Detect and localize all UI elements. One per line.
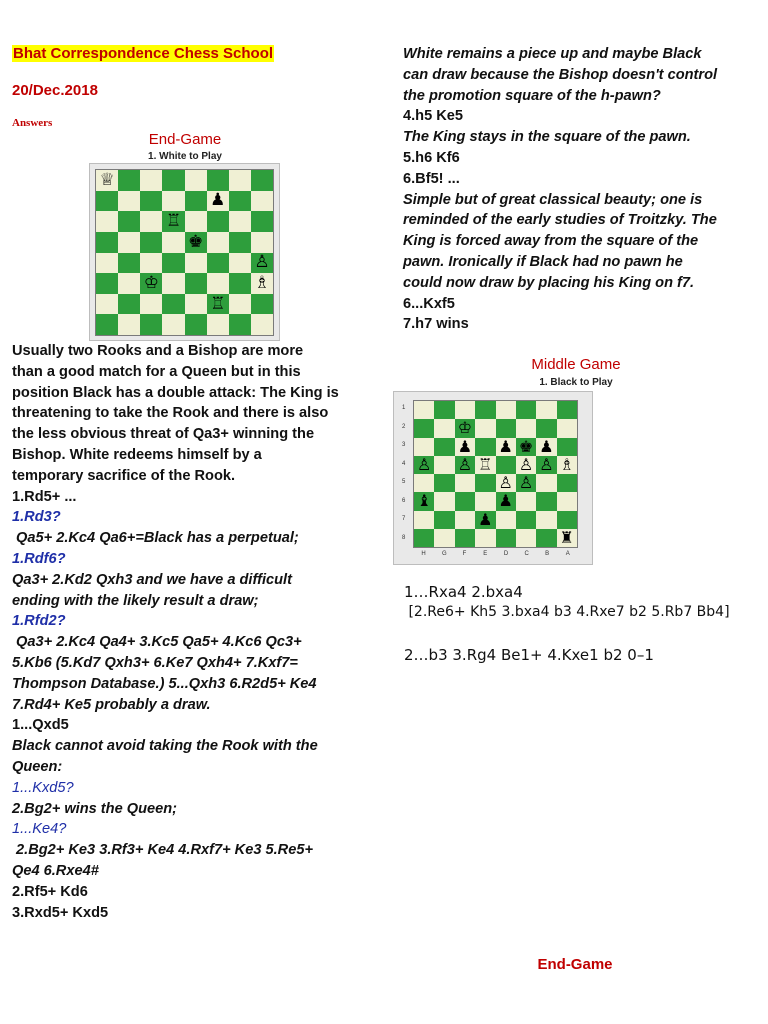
white-bishop-icon: ♗: [254, 273, 270, 293]
board-square: [516, 492, 536, 510]
board-square: [496, 438, 516, 456]
board-square: [207, 253, 229, 274]
board-square: [434, 474, 454, 492]
board-square: [475, 511, 495, 529]
board-square: [536, 474, 556, 492]
white-rook-icon: ♖: [478, 455, 493, 474]
white-pawn-icon: ♙: [518, 474, 534, 493]
board-square: [118, 314, 140, 335]
text-line: than a good match for a Queen but in this: [12, 363, 301, 380]
board-square: [185, 170, 207, 191]
chessboard-1: [89, 163, 280, 341]
rank-label: 6: [402, 497, 406, 504]
text-line: 1.Rdf6?: [12, 550, 66, 567]
board-square: [414, 456, 434, 474]
board-square: [96, 211, 118, 232]
board-square: [251, 170, 273, 191]
black-pawn-icon: ♟: [498, 437, 513, 456]
board-square: [536, 511, 556, 529]
board-square: [516, 401, 536, 419]
board-square: [557, 529, 577, 547]
board-square: [251, 232, 273, 253]
board-square: [557, 401, 577, 419]
white-pawn-icon: ♙: [539, 455, 554, 474]
text-line: temporary sacrifice of the Rook.: [12, 467, 236, 484]
board-square: [118, 232, 140, 253]
board-square: [229, 191, 251, 212]
board-square: [162, 170, 184, 191]
board-square: [251, 191, 273, 212]
board-square: [118, 191, 140, 212]
board-square: [536, 419, 556, 437]
file-label: B: [545, 551, 550, 557]
board-square: [536, 438, 556, 456]
board-square: [455, 511, 475, 529]
board-square: [185, 314, 207, 335]
white-rook-icon: ♖: [210, 293, 226, 314]
board-square: [162, 273, 184, 294]
board-square: [536, 456, 556, 474]
board-square: [229, 170, 251, 191]
board-square: [475, 474, 495, 492]
text-line: 6.Bf5! ...: [403, 170, 460, 187]
board-square: [162, 232, 184, 253]
board-square: [96, 253, 118, 274]
text-line: Simple but of great classical beauty; one is: [403, 191, 703, 208]
black-pawn-icon: ♟: [457, 437, 473, 456]
board-square: [229, 232, 251, 253]
white-king-icon: ♔: [457, 419, 473, 438]
date: 20/Dec.2018: [12, 82, 98, 99]
board-square: [185, 191, 207, 212]
board-square: [455, 438, 475, 456]
board-square: [162, 294, 184, 315]
text-line: 5.h6 Kf6: [403, 149, 460, 166]
board-square: [96, 232, 118, 253]
board-square: [536, 401, 556, 419]
board-square: [496, 474, 516, 492]
board-square: [434, 401, 454, 419]
file-label: H: [421, 551, 426, 557]
board-square: [455, 492, 475, 510]
board-square: [496, 511, 516, 529]
board-square: [251, 314, 273, 335]
board-square: [207, 211, 229, 232]
text-line: Thompson Database.) 5...Qxh3 6.R2d5+ Ke4: [12, 675, 317, 692]
board-square: [536, 492, 556, 510]
board-square: [251, 273, 273, 294]
board-square: [496, 456, 516, 474]
text-line: 6...Kxf5: [403, 295, 455, 312]
board-square: [414, 529, 434, 547]
board-square: [434, 438, 454, 456]
board-square: [557, 456, 577, 474]
board-square: [140, 191, 162, 212]
text-line: 5.Kb6 (5.Kd7 Qxh3+ 6.Ke7 Qxh4+ 7.Kxf7=: [12, 654, 298, 671]
board-square: [96, 273, 118, 294]
text-line: 1.Rd5+ ...: [12, 488, 77, 505]
board-square: [475, 529, 495, 547]
left-column-text: [12, 341, 372, 923]
board-square: [557, 419, 577, 437]
board-square: [162, 314, 184, 335]
board-square: [475, 456, 495, 474]
board-square: [475, 401, 495, 419]
board-square: [557, 438, 577, 456]
board-square: [229, 211, 251, 232]
board-square: [251, 211, 273, 232]
board-square: [434, 511, 454, 529]
board-square: [207, 294, 229, 315]
rank-label: 2: [402, 423, 406, 430]
board-square: [496, 401, 516, 419]
text-line: Queen:: [12, 758, 63, 775]
board-square: [162, 211, 184, 232]
text-line: the less obvious threat of Qa3+ winning the: [12, 426, 315, 443]
board-square: [162, 191, 184, 212]
school-title: Bhat Correspondence Chess School: [13, 45, 274, 62]
text-line: reminded of the early studies of Troitzky. The: [403, 212, 717, 229]
board-square: [140, 273, 162, 294]
board-square: [557, 511, 577, 529]
white-queen-icon: ♕: [99, 170, 115, 190]
board-square: [496, 492, 516, 510]
rank-label: 8: [402, 534, 406, 541]
board-square: [207, 273, 229, 294]
board-square: [414, 474, 434, 492]
white-pawn-icon: ♙: [518, 455, 534, 474]
file-label: E: [483, 551, 488, 557]
text-line: 1...Qxd5: [12, 717, 69, 734]
solution-line-2: [2.Re6+ Kh5 3.bxa4 b3 4.Rxe7 b2 5.Rb7 Bb4]: [404, 604, 730, 620]
board-square: [434, 456, 454, 474]
board-square: [414, 419, 434, 437]
board-square: [207, 191, 229, 212]
board-square: [434, 419, 454, 437]
board-square: [229, 253, 251, 274]
board-2-grid: [413, 400, 578, 548]
black-king-icon: ♚: [518, 437, 534, 456]
file-label: D: [503, 551, 509, 557]
board-square: [118, 273, 140, 294]
board-square: [475, 492, 495, 510]
solution-line-1: 1…Rxa4 2.bxa4: [404, 583, 523, 601]
board-square: [207, 314, 229, 335]
board-square: [475, 419, 495, 437]
solution-line-3: 2…b3 3.Rg4 Be1+ 4.Kxe1 b2 0–1: [404, 646, 654, 664]
text-line: 1.Rd3?: [12, 509, 61, 526]
board-square: [251, 294, 273, 315]
text-line: 1.Rfd2?: [12, 613, 66, 630]
board-square: [207, 170, 229, 191]
white-bishop-icon: ♗: [559, 455, 574, 474]
board-square: [118, 170, 140, 191]
black-pawn-icon: ♟: [498, 492, 513, 511]
board-square: [162, 253, 184, 274]
text-line: pawn. Ironically if Black had no pawn he: [403, 253, 683, 270]
text-line: Usually two Rooks and a Bishop are more: [12, 343, 304, 359]
text-line: Bishop. White redeems himself by a: [12, 446, 262, 463]
text-line: Qe4 6.Rxe4#: [12, 862, 99, 879]
text-line: 7.h7 wins: [403, 316, 469, 333]
board-square: [207, 232, 229, 253]
board-square: [185, 211, 207, 232]
rank-label: 4: [402, 460, 406, 467]
text-line: 7.Rd4+ Ke5 probably a draw.: [12, 696, 211, 713]
rank-label: 7: [402, 516, 406, 523]
board-square: [185, 294, 207, 315]
board-square: [414, 438, 434, 456]
board-square: [140, 253, 162, 274]
board-square: [140, 294, 162, 315]
board-square: [475, 438, 495, 456]
text-line: threatening to take the Rook and there is also: [12, 405, 329, 422]
rank-label: 5: [402, 479, 406, 486]
rank-label: 1: [402, 405, 406, 412]
endgame-title-2: End-Game: [537, 956, 613, 973]
white-pawn-icon: ♙: [417, 455, 432, 474]
board-square: [516, 456, 536, 474]
endgame-title: End-Game: [148, 131, 222, 148]
board-square: [496, 419, 516, 437]
text-line: Black cannot avoid taking the Rook with the: [12, 738, 318, 755]
text-line: King is forced away from the square of the: [403, 233, 699, 250]
board-square: [140, 314, 162, 335]
board-square: [251, 253, 273, 274]
board1-caption: 1. White to Play: [148, 151, 222, 162]
text-line: Qa3+ 2.Kc4 Qa4+ 3.Kc5 Qa5+ 4.Kc6 Qc3+: [12, 634, 302, 651]
board-square: [455, 456, 475, 474]
text-line: Qa5+ 2.Kc4 Qa6+=Black has a perpetual;: [12, 530, 299, 547]
board2-caption: 1. Black to Play: [539, 377, 613, 388]
black-bishop-icon: ♝: [417, 492, 432, 511]
file-label: G: [441, 551, 447, 557]
text-line: 2.Bg2+ Ke3 3.Rf3+ Ke4 4.Rxf7+ Ke3 5.Re5+: [12, 842, 313, 859]
board-square: [434, 529, 454, 547]
text-line: the promotion square of the h-pawn?: [403, 87, 661, 104]
board-square: [455, 474, 475, 492]
rank-label: 3: [402, 442, 406, 449]
text-line: The King stays in the square of the pawn.: [403, 129, 691, 146]
white-pawn-icon: ♙: [498, 474, 513, 493]
text-line: 2.Bg2+ wins the Queen;: [12, 800, 178, 817]
board-square: [516, 474, 536, 492]
text-line: 3.Rxd5+ Kxd5: [12, 904, 109, 921]
board-square: [516, 511, 536, 529]
white-pawn-icon: ♙: [254, 252, 270, 273]
text-line: can draw because the Bishop doesn't control: [403, 66, 718, 83]
text-line: White remains a piece up and maybe Black: [403, 46, 702, 62]
black-rook-icon: ♜: [559, 528, 574, 547]
board-square: [229, 314, 251, 335]
board-square: [455, 419, 475, 437]
middlegame-title: Middle Game: [531, 356, 621, 373]
black-pawn-icon: ♟: [539, 437, 554, 456]
board-square: [455, 529, 475, 547]
board-square: [185, 273, 207, 294]
board-square: [455, 401, 475, 419]
board-square: [516, 419, 536, 437]
chessboard-2: [393, 391, 593, 565]
file-label: F: [462, 551, 467, 557]
black-king-icon: ♚: [187, 231, 204, 252]
board-square: [118, 253, 140, 274]
answers-label: Answers: [12, 117, 53, 129]
text-line: ending with the likely result a draw;: [12, 592, 259, 609]
white-rook-icon: ♖: [165, 211, 182, 232]
board-square: [140, 170, 162, 191]
board-square: [118, 294, 140, 315]
text-line: position Black has a double attack: The King is: [12, 384, 339, 401]
board-square: [185, 253, 207, 274]
text-line: 2.Rf5+ Kd6: [12, 883, 88, 900]
board-square: [96, 191, 118, 212]
board-square: [414, 492, 434, 510]
right-column-text: [403, 44, 763, 335]
board-square: [229, 294, 251, 315]
board-square: [414, 401, 434, 419]
board-square: [96, 170, 118, 191]
board-square: [229, 273, 251, 294]
board-square: [185, 232, 207, 253]
text-line: 1...Kxd5?: [12, 779, 74, 796]
board-square: [434, 492, 454, 510]
board-square: [140, 211, 162, 232]
white-king-icon: ♔: [143, 273, 159, 293]
board-square: [516, 438, 536, 456]
board-square: [557, 474, 577, 492]
black-pawn-icon: ♟: [478, 510, 493, 529]
board-square: [496, 529, 516, 547]
board-square: [118, 211, 140, 232]
board-square: [414, 511, 434, 529]
board-square: [96, 314, 118, 335]
board-1-grid: [95, 169, 274, 336]
board-square: [516, 529, 536, 547]
board-square: [140, 232, 162, 253]
board-square: [96, 294, 118, 315]
board-square: [557, 492, 577, 510]
text-line: 1...Ke4?: [12, 821, 67, 838]
black-pawn-icon: ♟: [210, 190, 226, 211]
board-square: [536, 529, 556, 547]
text-line: 4.h5 Ke5: [403, 108, 464, 125]
text-line: Qa3+ 2.Kd2 Qxh3 and we have a difficult: [12, 571, 292, 588]
white-pawn-icon: ♙: [457, 455, 473, 474]
text-line: could now draw by placing his King on f7.: [403, 274, 695, 291]
file-label: A: [565, 551, 570, 557]
file-label: C: [524, 551, 529, 557]
